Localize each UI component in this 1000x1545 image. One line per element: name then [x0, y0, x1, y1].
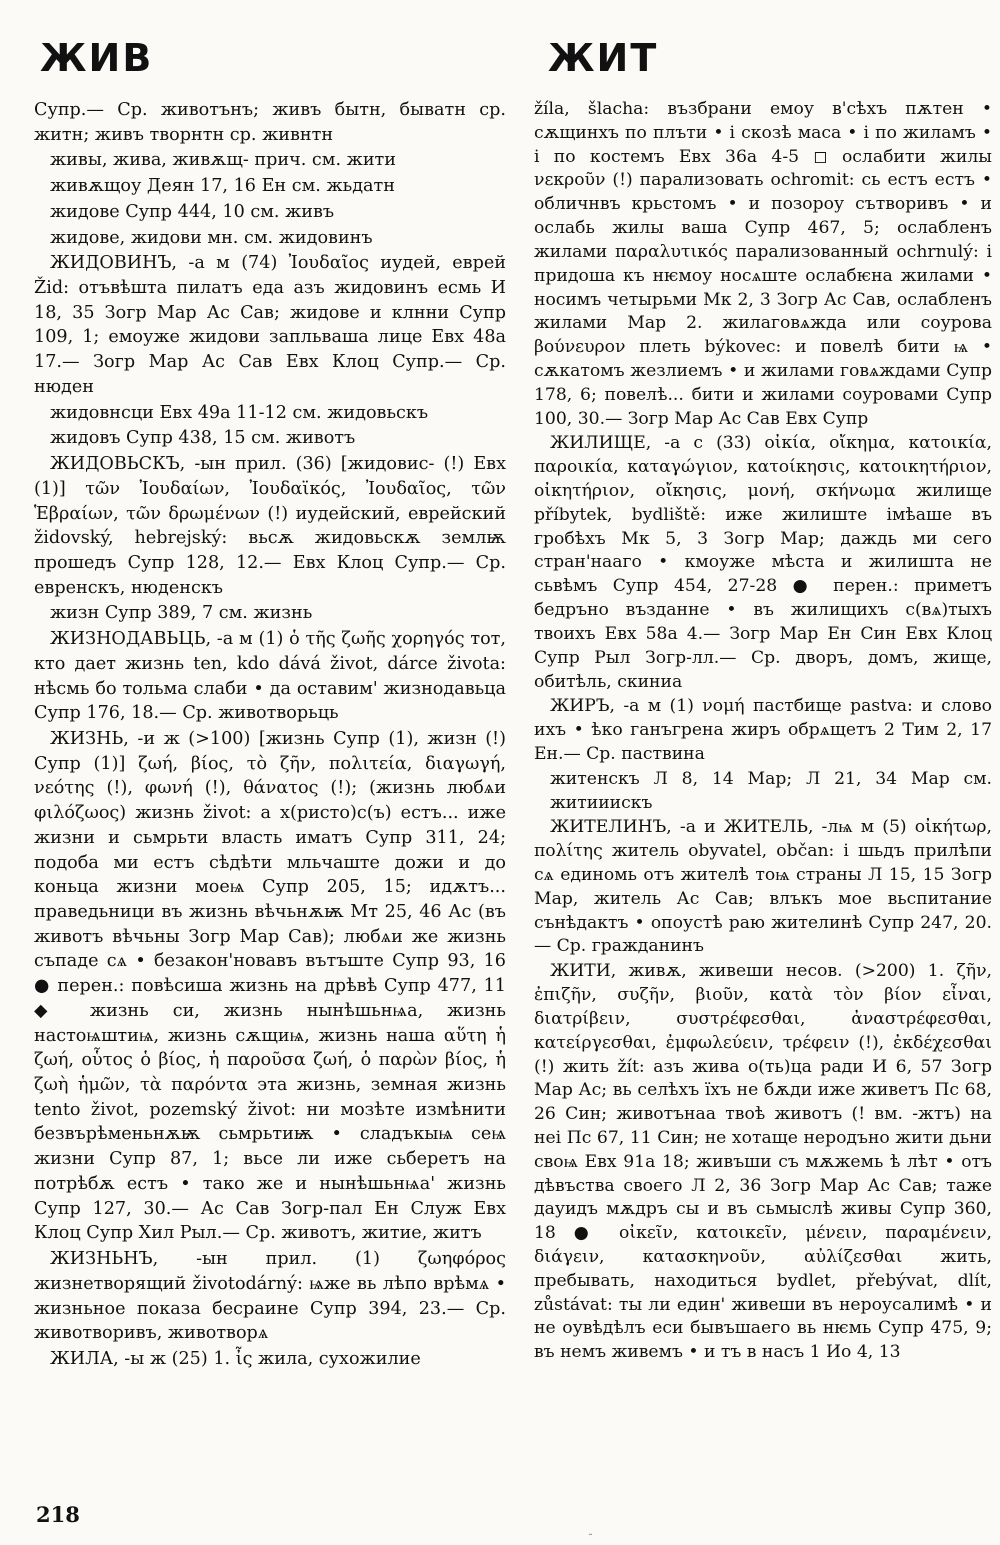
cross-reference: живы, жива, живѫщ- прич. см. жити [50, 150, 397, 171]
running-head-right: ЖИТ [548, 36, 659, 80]
entry-continuation: Супр.— Ср. животънъ; живъ бытн, быватн ср. житн; живъ творнтн ср. живнтн [34, 100, 506, 145]
dictionary-entry: ЖИТИ, живѫ, живеши несов. (>200) 1. ζῆν, ἐπιζῆν, συζῆν, βιοῦν, κατὰ τὸν βίον εἶναι, διατρίβειν, συστρέφεσθαι, ἀναστρέφεσθαι, κατείργεσθαι, ἐμφωλεύειν, τρέφειν (!), ἐκδέχεσθαι (!) жить žít: азъ жива о(ть)ца ради И 6, 57 Зогр Мар Ас; вь селѣхъ їхъ не бѫди иже живетъ Пс 68, 26 Син; животънаа твоѣ животъ (! вм. -жтъ) на неі Пс 67, 11 Син; не хотаще неродъно жити дьни своѩ Евх 91а 18; живъши съ мѫжемь ѣ лѣт • отъ дѣвъства своего Л 2, 36 Зогр Мар Ас Сав; таже дауидъ мѫдръ сы и въ сьмыслѣ живы Супр 360, 18 ● οἰκεῖν, κατοικεῖν, μένειν, παραμένειν, διάγειν, κατασκηνοῦν, αὐλίζεσθαι жить, пребывать, находиться bydlet, přebývat, dlít, zůstávat: ты ли един' живеши въ нероусалимѣ • и не оувѣдѣлъ еси бывъшаего вь нѥмь Супр 475, 9; въ немъ живемъ • и тъ в насъ 1 Ио 4, 13 [534, 961, 992, 1363]
cross-reference: жидове Супр 444, 10 см. живъ [50, 201, 335, 222]
cross-reference: жидове, жидови мн. см. жидовинъ [50, 227, 373, 248]
cross-reference: жизн Супр 389, 7 см. жизнь [50, 603, 313, 624]
left-column [34, 98, 506, 1478]
dictionary-entry: ЖИРЪ, -а м (1) νομή пастбище pastva: и слово ихъ • ѣко ганъгрена жиръ обрѧщетъ 2 Тим 2, 17 Ен.— Ср. паствина [534, 696, 992, 764]
cross-reference: жидовнсци Евх 49а 11-12 см. жидовьскъ [50, 402, 429, 423]
cross-reference: жидовъ Супр 438, 15 см. животъ [50, 428, 356, 449]
dictionary-entry: ЖИЗНЬ, -и ж (>100) [жизнь Супр (1), жизн (!) Супр (1)] ζωή, βίος, τὸ ζῆν, πολιτεία, διαγωγή, νεότης (!), φωνή (!), θάνατος (!); (жизнь любѧи φιλόζωος) жизнь život: а х(ристо)с(ъ) естъ... иже жизни и сьмрьти власть иматъ Супр 311, 24; подоба ми естъ сѣдѣти мльчаште дожи и до коньца жизни моеѩ Супр 205, 15; идѫтъ... праведьници въ жизнь вѣчьнѫѭ Мт 25, 46 Ас (въ животъ вѣчьны Зогр Мар Сав); любѧи же жизнь съпаде сѧ • безакон'новавъ вътъште Супр 93, 16 ● перен.: повѣсиша жизнь на дрѣвѣ Супр 477, 11 ◆ жизнь си, жизнь нынѣшьнѩа, жизнь настоѩштиѩ, жизнь сѫщиѩ, жизнь наша αὕτη ἡ ζωή, οὗτος ὁ βίος, ἡ παροῦσα ζωή, ὁ παρὼν βίος, ἡ ζωὴ ἡμῶν, τὰ παρόντα эта жизнь, земная жизнь tento život, pozemský život: ни мозѣте измѣнити безвърѣменьнѫѭ сьмрьтиѭ • сладъкыѩ сеѩ жизни Супр 87, 1; вьсе ли иже сьберетъ на потрѣбѫ естъ • тако же и нынѣшьнѩа' жизнь Супр 127, 30.— Ас Сав Зогр-пал Ен Служ Евх Клоц Супр Хил Рыл.— Ср. животъ, житие, житъ [34, 728, 506, 1244]
entry-continuation: žíla, šlacha: възбрани емоу в'сѣхъ пѫтен • сѫщинхъ по плъти • і скозѣ маса • і по жиламъ • і по костемъ Евх 36а 4-5 ◻ ослабити жилы νεκροῦν (!) парализовать ochromit: сь естъ естъ • обличнвъ крьстомъ • и позороу сътворивъ • и ослабь жилы ваша Супр 467, 5; ослабленъ жилами παραλυτικός парализованный ochrnulý: і придоша къ нѥмоу носѧште ослабѥна жилами • носимъ четырьми Мк 2, 3 Зогр Ас Сав, ослабленъ жилами Мар 2. жилаговѧжда или соурова βούνευρον плеть býkovec: и повелѣ бити ѩ • сѫкатомъ жезлиемъ • и жилами говѧждами Супр 178, 6; повелѣ... бити и жилами соуровами Супр 100, 30.— Зогр Мар Ас Сав Евх Супр [534, 99, 992, 429]
cross-reference: живѫщоу Деян 17, 16 Ен см. жьдатн [50, 176, 396, 197]
page-number: 218 [36, 1502, 80, 1527]
dictionary-entry: ЖИЗНЬНЪ, -ын прил. (1) ζωηφόρος жизнетворящий životodárný: ѩже вь лѣпо врѣмѧ • жизньное показа бесраине Супр 394, 23.— Ср. животворивъ, животворѧ [34, 1249, 506, 1344]
dictionary-entry: ЖИДОВИНЪ, -а м (74) Ἰουδαῖος иудей, еврей Žid: отъвѣшта пилатъ еда азъ жидовинъ есмь И 18, 35 Зогр Мар Ас Сав; жидове и клнни Супр 109, 1; емоуже жидови запльваша лице Евх 48а 17.— Зогр Мар Ас Сав Евх Клоц Супр.— Ср. нюден [34, 253, 506, 397]
dictionary-entry: ЖИДОВЬСКЪ, -ын прил. (36) [жидовис- (!) Евх (1)] τῶν Ἰουδαίων, Ἰουδαϊκός, Ἰουδαῖος, τῶν Ἑβραίων, τῶν δρωμένων (!) иудейский, еврейский židovský, hebrejský: вьсѫ жидовьскѫ землѭ прошедъ Супр 128, 12.— Евх Клоц Супр.— Ср. евренскъ, нюденскъ [34, 454, 506, 598]
dictionary-entry: ЖИТЕЛИНЪ, -а и ЖИТЕЛЬ, -лѩ м (5) οἰκήτωρ, πολίτης житель obyvatel, občan: і шьдъ прилѣпи сѧ единомь отъ жителѣ тоѩ страны Л 15, 15 Зогр Мар, житель Ас Сав; влъкъ мое вьспитание сънѣдактъ • опоустѣ раю жителинѣ Супр 247, 20.— Ср. гражданинъ [534, 817, 992, 957]
dictionary-entry: ЖИЗНОДАВЬЦЬ, -а м (1) ὁ τῆς ζωῆς χορηγός тот, кто дает жизнь ten, kdo dává život, dárce života: нѣсмь бо тольма слаби • да оставим' жизнодавьца Супр 176, 18.— Ср. животворьць [34, 629, 506, 724]
dictionary-entry: ЖИЛА, -ы ж (25) 1. ἶς жила, сухожилие [50, 1348, 421, 1369]
print-speck: ˘ [588, 1534, 593, 1545]
dictionary-entry: ЖИЛИЩЕ, -а с (33) οἰκία, οἴκημα, κατοικία, παροικία, καταγώγιον, κατοίκησις, κατοικητήριον, οἰκητήριον, οἴκησις, μονή, σκήνωμα жилище příbytek, bydliště: иже жилиште імѣаше въ гробѣхъ Мк 5, 3 Зогр Мар; даждь ми сего стран'нааго • кмоуже мѣста и жилишта не сьвѣмъ Супр 454, 27-28 ● перен.: приметъ бедръно възданне • въ жилищихъ с(вѧ)тыхъ твоихъ Евх 58а 4.— Зогр Мар Ен Син Евх Клоц Супр Рыл Зогр-лл.— Ср. дворъ, домъ, жище, обитѣль, скиниа [534, 433, 992, 692]
running-head-left: ЖИВ [40, 36, 154, 80]
right-column [534, 98, 992, 1478]
cross-reference: житенскъ Л 8, 14 Мар; Л 21, 34 Мар см. житииискъ [550, 768, 992, 813]
